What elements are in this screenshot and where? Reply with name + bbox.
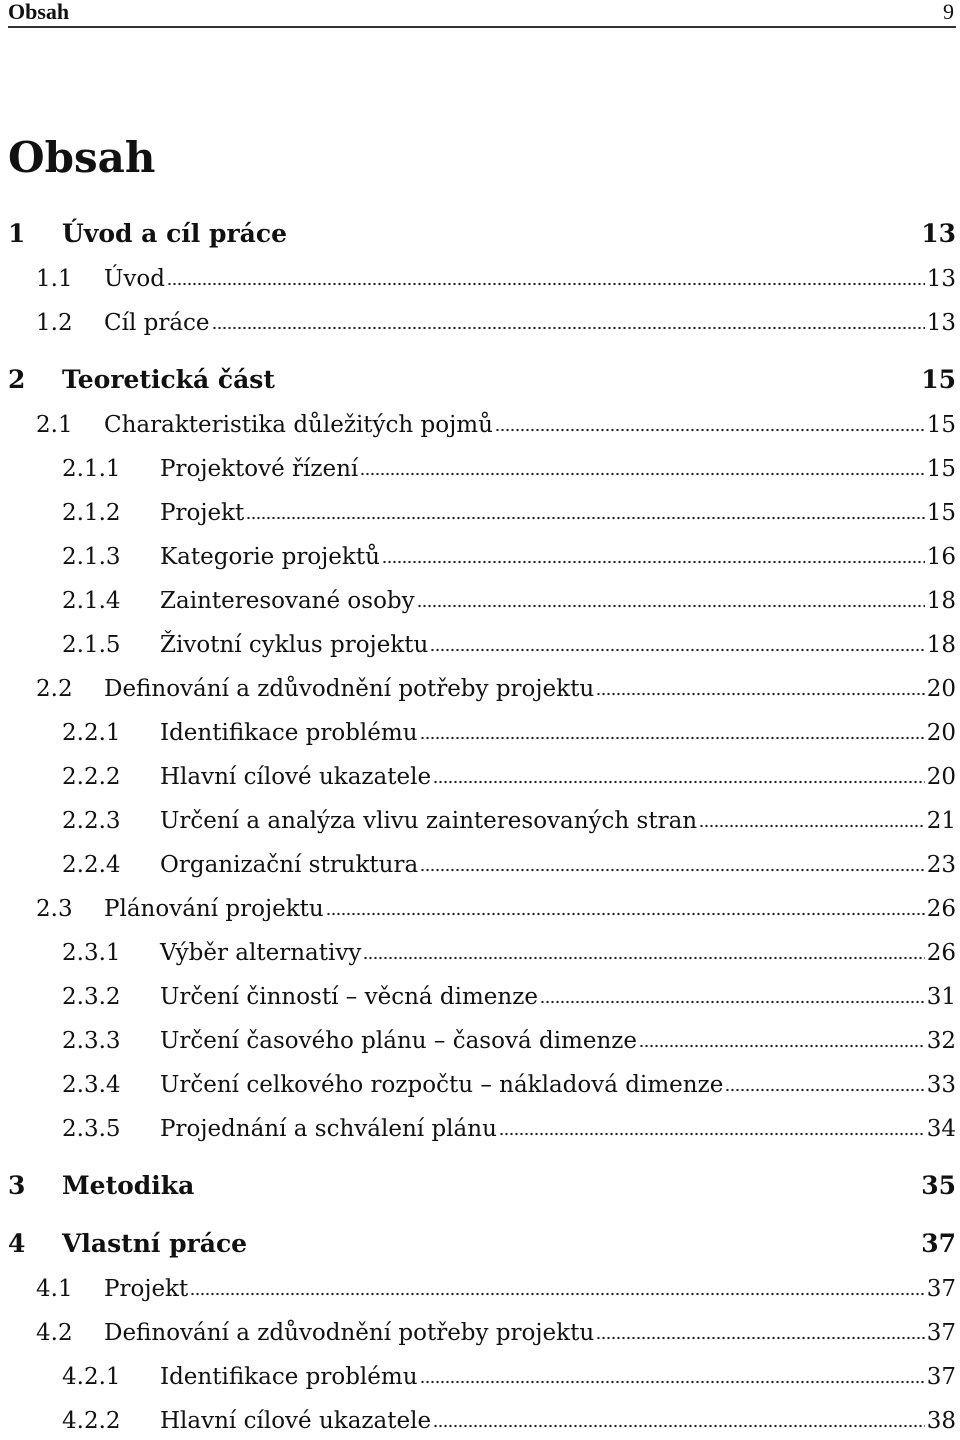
toc-entry-title: Určení činností – věcná dimenze <box>160 984 538 1010</box>
toc-entry-number: 2.2 <box>36 676 73 702</box>
toc-entry-2-3-5[interactable] <box>62 1108 956 1142</box>
toc-entry-number: 2.1.4 <box>62 588 121 614</box>
toc-entry-page: 37 <box>921 1229 956 1258</box>
toc-entry-2-1-1[interactable] <box>62 448 956 482</box>
toc-entry-2-1[interactable] <box>36 404 956 438</box>
toc-entry-3[interactable] <box>8 1166 956 1200</box>
toc-entry-page: 15 <box>926 500 956 526</box>
dot-leader <box>639 1044 925 1048</box>
toc-entry-number: 1.2 <box>36 310 73 336</box>
toc-entry-title: Projednání a schválení plánu <box>160 1116 497 1142</box>
toc-entry-title: Životní cyklus projektu <box>160 632 429 658</box>
toc-entry-2-2-3[interactable] <box>62 800 956 834</box>
toc-entry-4-1[interactable] <box>36 1268 956 1302</box>
page-title: Obsah <box>8 133 156 182</box>
toc-entry-number: 2.1.3 <box>62 544 121 570</box>
toc-entry-2-3-2[interactable] <box>62 976 956 1010</box>
toc-entry-number: 2.3.2 <box>62 984 121 1010</box>
toc-entry-page: 23 <box>926 852 956 878</box>
toc-entry-2-1-5[interactable] <box>62 624 956 658</box>
toc-entry-number: 2.2.4 <box>62 852 121 878</box>
toc-entry-title: Definování a zdůvodnění potřeby projektu <box>104 676 595 702</box>
toc-entry-number: 2.3.4 <box>62 1072 121 1098</box>
toc-entry-page: 13 <box>921 219 956 248</box>
toc-entry-page: 33 <box>926 1072 956 1098</box>
toc-entry-page: 15 <box>926 412 956 438</box>
toc-entry-page: 15 <box>926 456 956 482</box>
toc-entry-number: 2.1.1 <box>62 456 121 482</box>
toc-entry-4-2[interactable] <box>36 1312 956 1346</box>
toc-entry-title: Hlavní cílové ukazatele <box>160 764 432 790</box>
toc-entry-2-1-2[interactable] <box>62 492 956 526</box>
toc-entry-number: 4 <box>8 1229 26 1258</box>
toc-entry-2-1-4[interactable] <box>62 580 956 614</box>
dot-leader <box>495 428 925 432</box>
toc-entry-title: Identifikace problému <box>160 720 418 746</box>
toc-entry-number: 2.3.1 <box>62 940 121 966</box>
toc-entry-2-2-2[interactable] <box>62 756 956 790</box>
toc-entry-page: 38 <box>926 1408 956 1434</box>
toc-entry-number: 2.1.5 <box>62 632 121 658</box>
toc-entry-number: 4.2.2 <box>62 1408 121 1434</box>
toc-entry-page: 31 <box>926 984 956 1010</box>
toc-entry-2-3[interactable] <box>36 888 956 922</box>
toc-entry-page: 26 <box>926 940 956 966</box>
toc-entry-page: 37 <box>926 1276 956 1302</box>
toc-entry-2-1-3[interactable] <box>62 536 956 570</box>
toc-entry-title: Plánování projektu <box>104 896 324 922</box>
toc-entry-title: Metodika <box>62 1171 195 1200</box>
toc-entry-number: 2.2.1 <box>62 720 121 746</box>
dot-leader <box>699 824 925 828</box>
toc-entry-number: 4.2.1 <box>62 1364 121 1390</box>
dot-leader <box>167 282 925 286</box>
toc-entry-title: Organizační struktura <box>160 852 419 878</box>
toc-entry-title: Úvod <box>104 266 165 292</box>
dot-leader <box>420 868 925 872</box>
dot-leader <box>433 1424 925 1428</box>
toc-entry-page: 20 <box>926 676 956 702</box>
dot-leader <box>212 326 925 330</box>
dot-leader <box>326 912 925 916</box>
toc-entry-title: Projekt <box>104 1276 189 1302</box>
toc-entry-page: 35 <box>921 1171 956 1200</box>
dot-leader <box>190 1292 924 1296</box>
toc-entry-number: 2.2.3 <box>62 808 121 834</box>
toc-entry-title: Teoretická část <box>62 365 275 394</box>
toc-entry-page: 37 <box>926 1320 956 1346</box>
toc-entry-2-2-4[interactable] <box>62 844 956 878</box>
toc-entry-number: 1.1 <box>36 266 73 292</box>
toc-entry-title: Cíl práce <box>104 310 210 336</box>
dot-leader <box>540 1000 925 1004</box>
dot-leader <box>499 1132 925 1136</box>
dot-leader <box>420 736 925 740</box>
toc-entry-page: 13 <box>926 310 956 336</box>
toc-entry-2-3-1[interactable] <box>62 932 956 966</box>
toc-entry-2[interactable] <box>8 360 956 394</box>
toc-entry-1[interactable] <box>8 214 956 248</box>
toc-entry-number: 3 <box>8 1171 26 1200</box>
toc-entry-number: 1 <box>8 219 26 248</box>
toc-entry-page: 37 <box>926 1364 956 1390</box>
toc-entry-number: 2.1 <box>36 412 73 438</box>
toc-entry-title: Určení časového plánu – časová dimenze <box>160 1028 638 1054</box>
toc-entry-number: 2.3 <box>36 896 73 922</box>
toc-entry-1-1[interactable] <box>36 258 956 292</box>
toc-entry-number: 2 <box>8 365 26 394</box>
toc-entry-number: 4.2 <box>36 1320 73 1346</box>
toc-entry-title: Zainteresované osoby <box>160 588 415 614</box>
dot-leader <box>246 516 924 520</box>
toc-entry-page: 16 <box>926 544 956 570</box>
toc-entry-page: 32 <box>926 1028 956 1054</box>
toc-entry-title: Určení celkového rozpočtu – nákladová dimenze <box>160 1072 724 1098</box>
toc-entry-page: 18 <box>926 632 956 658</box>
toc-entry-title: Výběr alternativy <box>160 940 362 966</box>
toc-entry-page: 21 <box>926 808 956 834</box>
toc-entry-page: 34 <box>926 1116 956 1142</box>
toc-entry-page: 26 <box>926 896 956 922</box>
toc-entry-number: 2.2.2 <box>62 764 121 790</box>
toc-entry-title: Kategorie projektů <box>160 544 380 570</box>
toc-entry-2-2-1[interactable] <box>62 712 956 746</box>
dot-leader <box>433 780 925 784</box>
dot-leader <box>725 1088 924 1092</box>
toc-entry-title: Projektové řízení <box>160 456 359 482</box>
toc-entry-4[interactable] <box>8 1224 956 1258</box>
toc-entry-4-2-1[interactable] <box>62 1356 956 1390</box>
toc-entry-number: 2.3.3 <box>62 1028 121 1054</box>
toc-entry-2-3-4[interactable] <box>62 1064 956 1098</box>
toc-entry-title: Určení a analýza vlivu zainteresovaných stran <box>160 808 698 834</box>
toc-entry-number: 2.3.5 <box>62 1116 121 1142</box>
dot-leader <box>363 956 924 960</box>
dot-leader <box>382 560 925 564</box>
toc-entry-2-2[interactable] <box>36 668 956 702</box>
toc-entry-title: Identifikace problému <box>160 1364 418 1390</box>
dot-leader <box>420 1380 925 1384</box>
toc-entry-page: 13 <box>926 266 956 292</box>
toc-entry-page: 18 <box>926 588 956 614</box>
dot-leader <box>430 648 924 652</box>
header-title: Obsah <box>8 0 70 24</box>
toc-entry-page: 20 <box>926 764 956 790</box>
toc-entry-4-2-2[interactable] <box>62 1400 956 1434</box>
toc-entry-2-3-3[interactable] <box>62 1020 956 1054</box>
toc-entry-number: 2.1.2 <box>62 500 121 526</box>
toc-entry-title: Projekt <box>160 500 245 526</box>
toc-entry-title: Vlastní práce <box>62 1229 248 1258</box>
dot-leader <box>596 1336 925 1340</box>
dot-leader <box>596 692 925 696</box>
toc-entry-title: Úvod a cíl práce <box>62 219 287 248</box>
toc-entry-page: 20 <box>926 720 956 746</box>
toc-entry-title: Definování a zdůvodnění potřeby projektu <box>104 1320 595 1346</box>
toc-entry-number: 4.1 <box>36 1276 73 1302</box>
toc-entry-1-2[interactable] <box>36 302 956 336</box>
dot-leader <box>417 604 925 608</box>
header-page-number: 9 <box>943 0 954 24</box>
dot-leader <box>360 472 924 476</box>
toc-entry-title: Charakteristika důležitých pojmů <box>104 412 493 438</box>
toc-entry-title: Hlavní cílové ukazatele <box>160 1408 432 1434</box>
toc-entry-page: 15 <box>921 365 956 394</box>
